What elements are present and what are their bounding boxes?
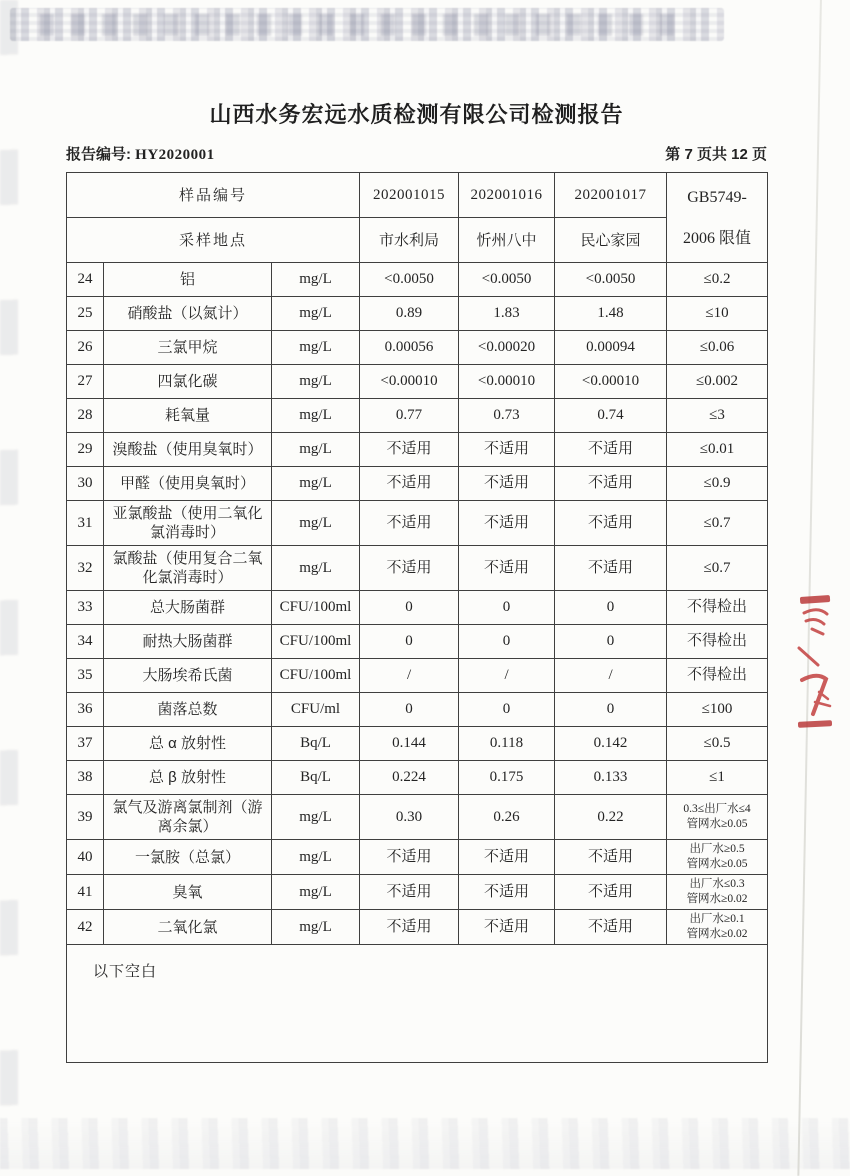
row-number: 31	[67, 501, 104, 546]
sample-value-2: <0.00020	[459, 331, 555, 365]
sample-value-2: /	[459, 659, 555, 693]
limit-value: 不得检出	[667, 591, 768, 625]
param-unit: mg/L	[272, 501, 360, 546]
row-number: 29	[67, 433, 104, 467]
limit-value: ≤3	[667, 399, 768, 433]
param-unit: CFU/100ml	[272, 625, 360, 659]
param-name: 三氯甲烷	[104, 331, 272, 365]
param-name: 总 β 放射性	[104, 761, 272, 795]
param-unit: mg/L	[272, 433, 360, 467]
param-name: 氯气及游离氯制剂（游离余氯）	[104, 795, 272, 840]
param-name: 一氯胺（总氯）	[104, 840, 272, 875]
table-row	[67, 795, 768, 840]
param-name: 耐热大肠菌群	[104, 625, 272, 659]
limit-value: 出厂水≤0.3 管网水≥0.02	[667, 875, 768, 910]
param-name: 铝	[104, 263, 272, 297]
red-stamp-fragment	[792, 594, 842, 736]
scan-noise-band-bottom	[0, 1118, 850, 1169]
header-row-location	[67, 218, 768, 263]
limit-value: 出厂水≥0.1 管网水≥0.02	[667, 910, 768, 945]
sample-value-3: 0	[555, 693, 667, 727]
table-row	[67, 591, 768, 625]
param-unit: mg/L	[272, 263, 360, 297]
sample-value-1: 不适用	[360, 840, 459, 875]
sample-value-1: 0.77	[360, 399, 459, 433]
table-row	[67, 693, 768, 727]
row-number: 24	[67, 263, 104, 297]
param-unit: mg/L	[272, 331, 360, 365]
table-row	[67, 875, 768, 910]
limit-value: ≤0.06	[667, 331, 768, 365]
sample-value-1: 0.30	[360, 795, 459, 840]
sample-value-3: 0.22	[555, 795, 667, 840]
sample-value-3: 0	[555, 591, 667, 625]
header-location-label: 采样地点	[67, 218, 360, 263]
sample-value-1: 0.00056	[360, 331, 459, 365]
limit-value: ≤100	[667, 693, 768, 727]
report-number-value: HY2020001	[135, 147, 215, 163]
table-row	[67, 501, 768, 546]
sample-value-2: 0.118	[459, 727, 555, 761]
param-unit: CFU/100ml	[272, 591, 360, 625]
header-sample-id-label: 样品编号	[67, 173, 360, 218]
page-title: 山西水务宏远水质检测有限公司检测报告	[209, 102, 624, 127]
row-number: 25	[67, 297, 104, 331]
param-unit: Bq/L	[272, 727, 360, 761]
sample-value-2: 不适用	[459, 501, 555, 546]
limit-value: ≤0.7	[667, 546, 768, 591]
row-number: 26	[67, 331, 104, 365]
sample-value-1: 不适用	[360, 546, 459, 591]
header-limit-standard	[667, 173, 768, 263]
sample-value-3: 0.00094	[555, 331, 667, 365]
sample-value-1: 不适用	[360, 433, 459, 467]
row-number: 27	[67, 365, 104, 399]
limit-value: ≤0.9	[667, 467, 768, 501]
sample-value-1: 0	[360, 625, 459, 659]
table-row	[67, 433, 768, 467]
sample-value-2: 不适用	[459, 546, 555, 591]
table-row	[67, 761, 768, 795]
param-unit: mg/L	[272, 795, 360, 840]
limit-value: 不得检出	[667, 625, 768, 659]
header-location-3: 民心家园	[555, 218, 667, 263]
row-number: 32	[67, 546, 104, 591]
sample-value-3: 不适用	[555, 875, 667, 910]
table-row	[67, 840, 768, 875]
table-row	[67, 399, 768, 433]
row-number: 35	[67, 659, 104, 693]
sample-value-2: 不适用	[459, 840, 555, 875]
param-unit: mg/L	[272, 399, 360, 433]
row-number: 39	[67, 795, 104, 840]
table-row	[67, 467, 768, 501]
table-row	[67, 331, 768, 365]
param-unit: Bq/L	[272, 761, 360, 795]
param-unit: mg/L	[272, 546, 360, 591]
scan-noise-band-top-overlay	[40, 14, 680, 36]
report-number	[66, 143, 215, 164]
sample-value-1: 0.89	[360, 297, 459, 331]
table-row	[67, 546, 768, 591]
sample-value-1: 不适用	[360, 910, 459, 945]
sample-value-1: <0.00010	[360, 365, 459, 399]
row-number: 33	[67, 591, 104, 625]
limit-value: ≤0.5	[667, 727, 768, 761]
param-name: 氯酸盐（使用复合二氧化氯消毒时）	[104, 546, 272, 591]
sample-value-3: 不适用	[555, 546, 667, 591]
sample-value-3: 不适用	[555, 840, 667, 875]
sample-value-1: 0	[360, 591, 459, 625]
sample-value-1: 0.144	[360, 727, 459, 761]
sample-value-2: 不适用	[459, 875, 555, 910]
param-unit: mg/L	[272, 365, 360, 399]
param-name: 溴酸盐（使用臭氧时）	[104, 433, 272, 467]
sample-value-3: 不适用	[555, 910, 667, 945]
sample-value-1: 0.224	[360, 761, 459, 795]
limit-value: ≤10	[667, 297, 768, 331]
header-sample-3: 202001017	[555, 173, 667, 218]
param-name: 二氧化氯	[104, 910, 272, 945]
sample-value-3: <0.00010	[555, 365, 667, 399]
row-number: 34	[67, 625, 104, 659]
header-row-sample-id	[67, 173, 768, 218]
page-indicator: 第 7 页共 12 页	[665, 146, 767, 163]
row-number: 37	[67, 727, 104, 761]
sample-value-3: 不适用	[555, 433, 667, 467]
row-number: 28	[67, 399, 104, 433]
param-name: 甲醛（使用臭氧时）	[104, 467, 272, 501]
sample-value-3: 0.133	[555, 761, 667, 795]
limit-value: ≤1	[667, 761, 768, 795]
limit-value: ≤0.2	[667, 263, 768, 297]
header-sample-1: 202001015	[360, 173, 459, 218]
footer-blank-row	[67, 945, 768, 1063]
scan-streak-left-edge	[0, 0, 18, 1169]
row-number: 41	[67, 875, 104, 910]
sample-value-3: <0.0050	[555, 263, 667, 297]
limit-value: ≤0.7	[667, 501, 768, 546]
table-row	[67, 263, 768, 297]
param-unit: mg/L	[272, 467, 360, 501]
sample-value-3: 0.74	[555, 399, 667, 433]
sample-value-1: 0	[360, 693, 459, 727]
param-name: 臭氧	[104, 875, 272, 910]
param-unit: mg/L	[272, 875, 360, 910]
sample-value-1: <0.0050	[360, 263, 459, 297]
limit-value: ≤0.002	[667, 365, 768, 399]
limit-value: 0.3≤出厂水≤4 管网水≥0.05	[667, 795, 768, 840]
limit-value: 不得检出	[667, 659, 768, 693]
param-unit: CFU/100ml	[272, 659, 360, 693]
param-name: 总大肠菌群	[104, 591, 272, 625]
sample-value-2: 不适用	[459, 433, 555, 467]
sample-value-2: 0.73	[459, 399, 555, 433]
sample-value-3: 0	[555, 625, 667, 659]
param-name: 耗氧量	[104, 399, 272, 433]
table-row	[67, 297, 768, 331]
header-sample-2: 202001016	[459, 173, 555, 218]
sample-value-3: 0.142	[555, 727, 667, 761]
limit-standard-code: GB5749-	[687, 188, 747, 206]
sample-value-1: /	[360, 659, 459, 693]
row-number: 30	[67, 467, 104, 501]
sample-value-2: 0	[459, 625, 555, 659]
param-unit: mg/L	[272, 910, 360, 945]
sample-value-2: 不适用	[459, 467, 555, 501]
sample-value-1: 不适用	[360, 501, 459, 546]
sample-value-2: <0.00010	[459, 365, 555, 399]
param-name: 总 α 放射性	[104, 727, 272, 761]
sample-value-2: 0.175	[459, 761, 555, 795]
table-row	[67, 727, 768, 761]
limit-standard-year: 2006 限值	[683, 229, 752, 247]
param-name: 四氯化碳	[104, 365, 272, 399]
results-table	[66, 172, 768, 1063]
sample-value-3: /	[555, 659, 667, 693]
results-tbody	[67, 263, 768, 945]
sample-value-3: 不适用	[555, 501, 667, 546]
footer-blank-note: 以下空白	[67, 945, 768, 1063]
param-unit: mg/L	[272, 840, 360, 875]
sample-value-2: 0	[459, 591, 555, 625]
report-number-label: 报告编号:	[66, 146, 131, 163]
sample-value-2: 0.26	[459, 795, 555, 840]
report-meta	[66, 143, 767, 164]
sample-value-2: 0	[459, 693, 555, 727]
sample-value-1: 不适用	[360, 467, 459, 501]
param-name: 亚氯酸盐（使用二氧化氯消毒时）	[104, 501, 272, 546]
table-row	[67, 659, 768, 693]
param-name: 大肠埃希氏菌	[104, 659, 272, 693]
row-number: 36	[67, 693, 104, 727]
param-name: 硝酸盐（以氮计）	[104, 297, 272, 331]
param-name: 菌落总数	[104, 693, 272, 727]
row-number: 42	[67, 910, 104, 945]
table-row	[67, 910, 768, 945]
header-location-1: 市水利局	[360, 218, 459, 263]
param-unit: mg/L	[272, 297, 360, 331]
sample-value-2: 不适用	[459, 910, 555, 945]
limit-value: ≤0.01	[667, 433, 768, 467]
sample-value-3: 不适用	[555, 467, 667, 501]
header-location-2: 忻州八中	[459, 218, 555, 263]
table-row	[67, 365, 768, 399]
row-number: 38	[67, 761, 104, 795]
row-number: 40	[67, 840, 104, 875]
limit-value: 出厂水≥0.5 管网水≥0.05	[667, 840, 768, 875]
param-unit: CFU/ml	[272, 693, 360, 727]
sample-value-3: 1.48	[555, 297, 667, 331]
table-row	[67, 625, 768, 659]
page-edge-fold-line	[797, 0, 822, 1176]
sample-value-2: 1.83	[459, 297, 555, 331]
sample-value-1: 不适用	[360, 875, 459, 910]
sample-value-2: <0.0050	[459, 263, 555, 297]
